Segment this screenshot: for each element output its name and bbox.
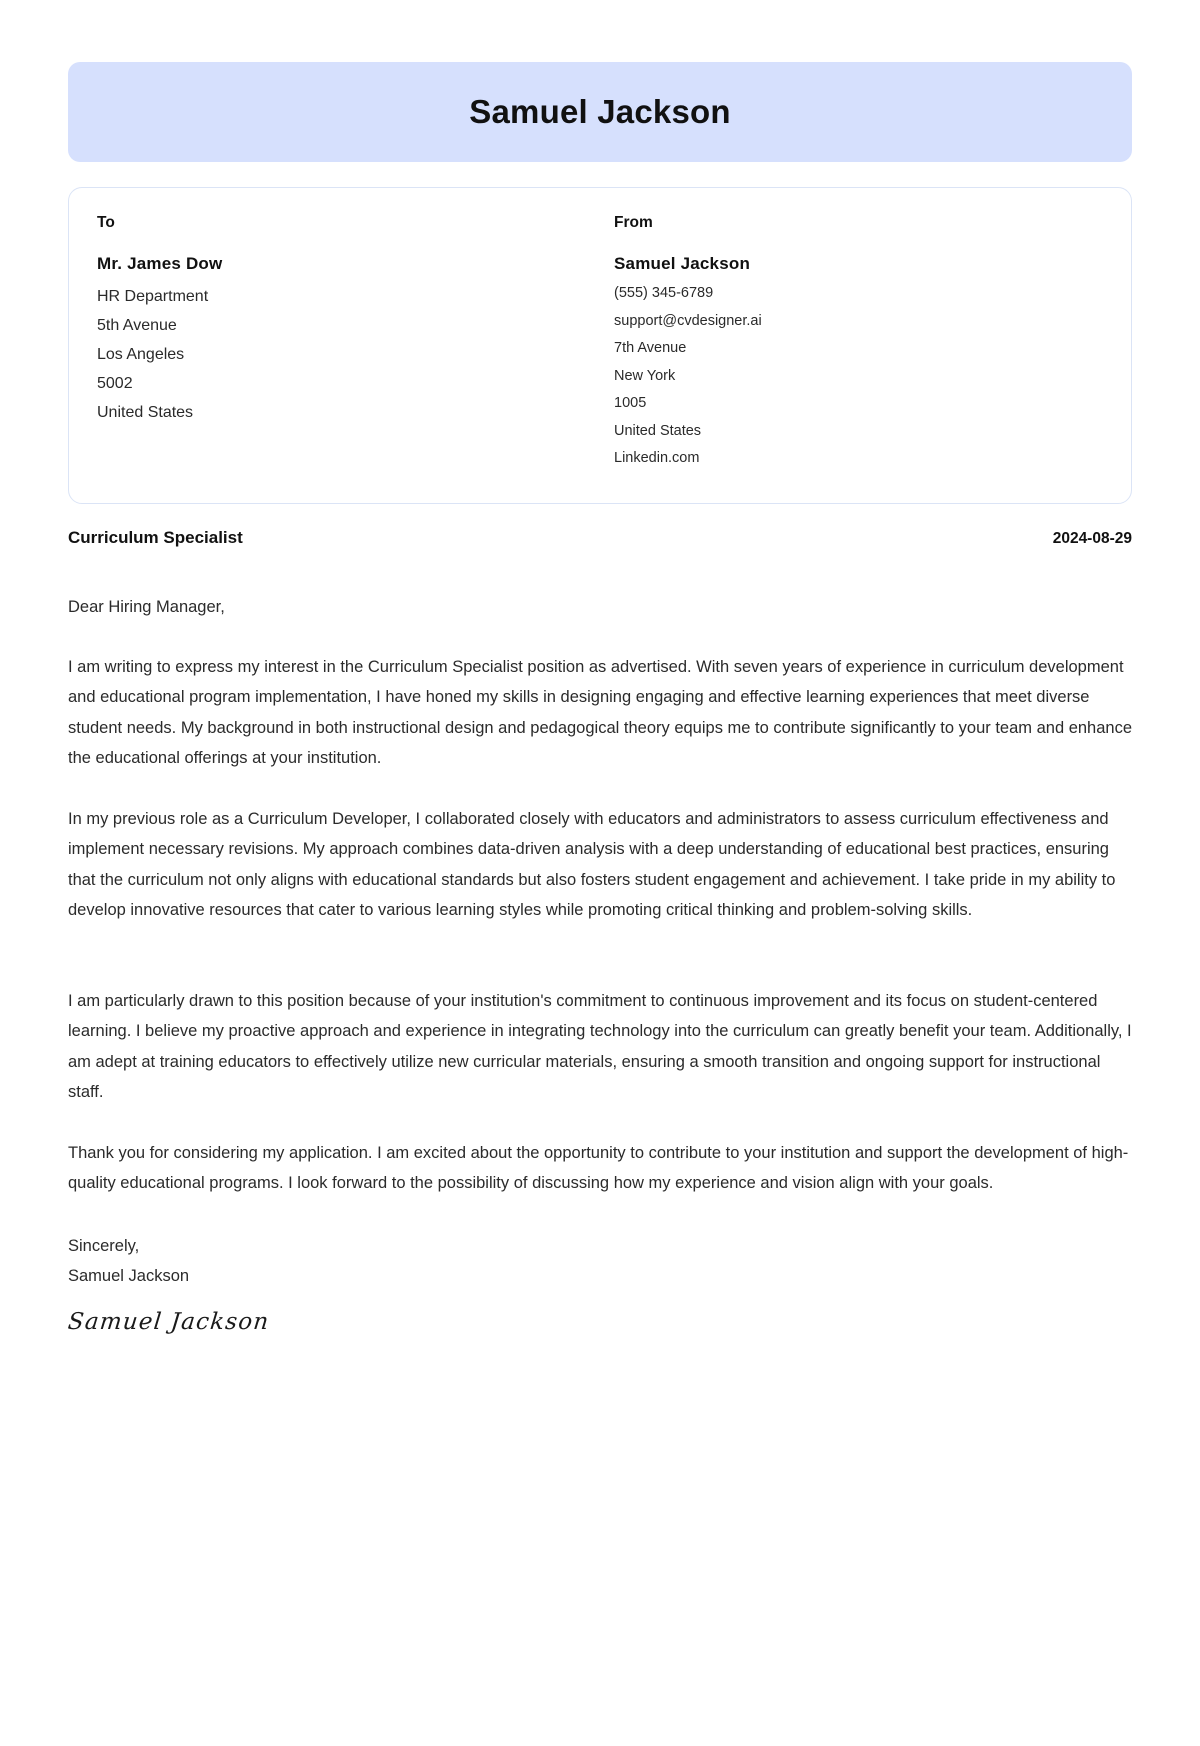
- recipient-line: 5th Avenue: [97, 317, 177, 334]
- body-paragraph: I am particularly drawn to this position because of your institution's commitment to continuous improvement and its focus on student-centered learning. I believe my proactive approach and experience in integrating technology into the curriculum can greatly benefit your team. Additionally, I am adept at training educators to effectively utilize new curricular materials, ensuring a smooth transition and ongoing support for instructional staff.: [68, 991, 1132, 1101]
- sender-block: [600, 214, 1103, 473]
- recipient-name: Mr. James Dow: [97, 254, 223, 273]
- sender-email: support@cvdesigner.ai: [614, 312, 762, 329]
- recipient-line: 5002: [97, 375, 133, 392]
- letter-body: [68, 592, 1132, 1335]
- sender-line: United States: [614, 422, 702, 439]
- sender-line: 7th Avenue: [614, 340, 687, 356]
- name-banner: [68, 62, 1132, 162]
- sender-name: Samuel Jackson: [614, 254, 751, 273]
- closing-name: Samuel Jackson: [68, 1266, 190, 1285]
- salutation: Dear Hiring Manager,: [68, 597, 225, 616]
- subject-row: [68, 528, 1132, 548]
- body-paragraph: I am writing to express my interest in the Curriculum Specialist position as advertised. With seven years of experience in curriculum development and educational program implementation, I have honed my skills in designing engaging and effective learning experiences that meet diverse student needs. My background in both instructional design and pedagogical theory equips me to contribute significantly to your team and enhance the educational offerings at your institution.: [68, 657, 1133, 767]
- recipient-block: [97, 214, 600, 473]
- cover-letter-page: [0, 62, 1200, 1746]
- sender-label: From: [614, 214, 653, 231]
- body-paragraph: Thank you for considering my application. I am excited about the opportunity to contribute to your institution and support the development of high-quality educational programs. I look forward to the possibility of discussing how my experience and vision align with your goals.: [68, 1143, 1129, 1192]
- job-title: Curriculum Specialist: [68, 527, 243, 547]
- sender-website: Linkedin.com: [614, 450, 700, 466]
- page-title: Samuel Jackson: [469, 93, 731, 130]
- sender-line: New York: [614, 367, 676, 384]
- recipient-label: To: [97, 214, 115, 231]
- recipient-line: United States: [97, 404, 194, 421]
- sender-phone: (555) 345-6789: [614, 285, 714, 301]
- closing-word: Sincerely,: [68, 1236, 140, 1255]
- letter-date: 2024-08-29: [1052, 529, 1132, 547]
- address-card: [68, 187, 1132, 504]
- sender-line: 1005: [614, 395, 647, 411]
- signature: Samuel Jackson: [66, 1308, 271, 1335]
- body-paragraph: In my previous role as a Curriculum Developer, I collaborated closely with educators and administrators to assess curriculum effectiveness and implement necessary revisions. My approach combines data-driven analysis with a deep understanding of educational best practices, ensuring that the curriculum not only aligns with educational standards but also fosters student engagement and achievement. I take pride in my ability to develop innovative resources that cater to various learning styles while promoting critical thinking and problem-solving skills.: [68, 809, 1116, 919]
- recipient-line: HR Department: [97, 288, 209, 305]
- recipient-line: Los Angeles: [97, 346, 185, 363]
- closing-block: [68, 1231, 1132, 1291]
